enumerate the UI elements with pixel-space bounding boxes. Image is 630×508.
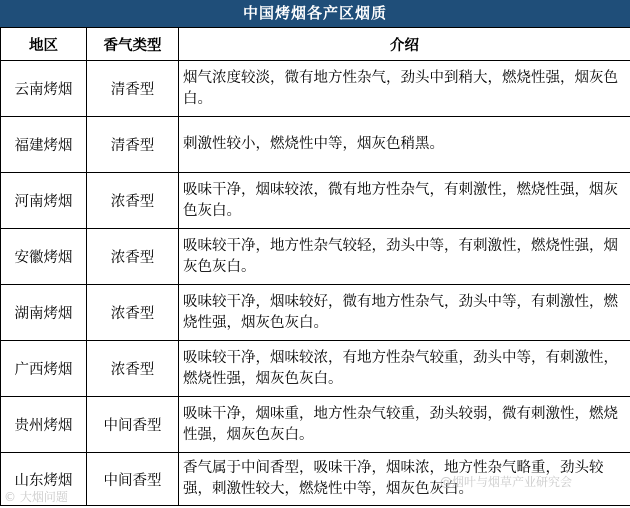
aroma-type-cell: 浓香型 — [87, 173, 179, 229]
aroma-type-cell: 中间香型 — [87, 453, 179, 506]
description-cell: 吸味较干净，地方性杂气较轻，劲头中等，有刺激性，燃烧性强，烟灰色灰白。 — [179, 229, 630, 285]
region-cell: 广西烤烟 — [1, 341, 87, 397]
watermark-right: @烟叶与烟草产业研究会 — [440, 475, 573, 489]
table-title: 中国烤烟各产区烟质 — [0, 0, 630, 27]
table-row — [1, 229, 630, 285]
description-cell: 刺激性较小，燃烧性中等，烟灰色稍黑。 — [179, 117, 630, 173]
table-row — [1, 285, 630, 341]
table-row — [1, 61, 630, 117]
aroma-type-cell: 浓香型 — [87, 341, 179, 397]
description-cell: 烟气浓度较淡，微有地方性杂气，劲头中到稍大，燃烧性强，烟灰色白。 — [179, 61, 630, 117]
header-region: 地区 — [1, 28, 87, 61]
table-row — [1, 173, 630, 229]
header-row — [1, 28, 630, 61]
table-row — [1, 117, 630, 173]
region-cell: 贵州烤烟 — [1, 397, 87, 453]
watermark-left: © 大烟问题 — [4, 490, 68, 504]
region-cell: 湖南烤烟 — [1, 285, 87, 341]
region-cell: 云南烤烟 — [1, 61, 87, 117]
table-row — [1, 397, 630, 453]
description-cell: 吸味干净，烟味较浓，微有地方性杂气，有刺激性，燃烧性强，烟灰色灰白。 — [179, 173, 630, 229]
aroma-type-cell: 清香型 — [87, 117, 179, 173]
table-row — [1, 341, 630, 397]
aroma-type-cell: 浓香型 — [87, 229, 179, 285]
header-description: 介绍 — [179, 28, 630, 61]
description-cell: 吸味较干净，烟味较好，微有地方性杂气，劲头中等，有刺激性，燃烧性强，烟灰色灰白。 — [179, 285, 630, 341]
aroma-type-cell: 清香型 — [87, 61, 179, 117]
header-aroma-type: 香气类型 — [87, 28, 179, 61]
description-cell: 香气属于中间香型，吸味干净，烟味浓，地方性杂气略重，劲头较强，刺激性较大，燃烧性中等，烟灰色灰白。 — [179, 453, 630, 506]
region-cell: 福建烤烟 — [1, 117, 87, 173]
aroma-type-cell: 中间香型 — [87, 397, 179, 453]
description-cell: 吸味较干净，烟味较浓，有地方性杂气较重，劲头中等，有刺激性，燃烧性强，烟灰色灰白。 — [179, 341, 630, 397]
description-cell: 吸味干净，烟味重，地方性杂气较重，劲头较弱，微有刺激性，燃烧性强，烟灰色灰白。 — [179, 397, 630, 453]
tobacco-quality-table — [0, 27, 630, 506]
region-cell: 安徽烤烟 — [1, 229, 87, 285]
region-cell: 山东烤烟 — [1, 453, 87, 506]
aroma-type-cell: 浓香型 — [87, 285, 179, 341]
region-cell: 河南烤烟 — [1, 173, 87, 229]
